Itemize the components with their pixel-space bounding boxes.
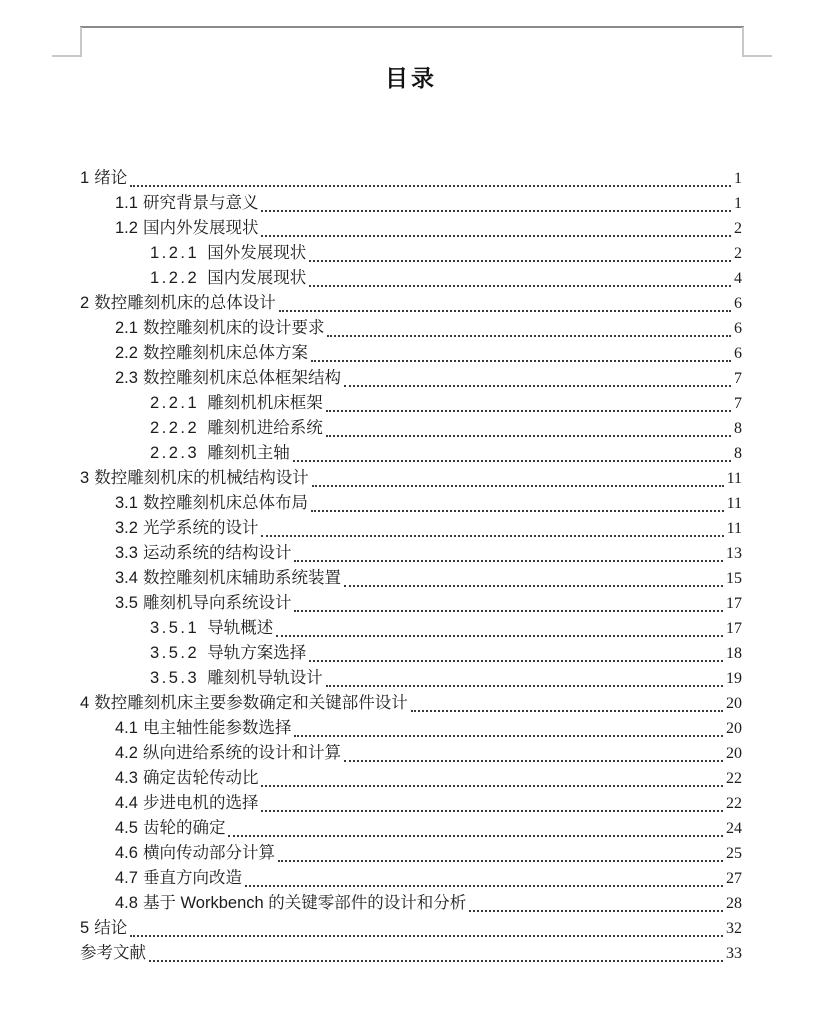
toc-entry-number: 4.5 bbox=[115, 819, 138, 837]
dotted-leader bbox=[344, 366, 731, 387]
toc-entry-page-number: 22 bbox=[726, 770, 742, 787]
toc-entry-label: 国内发展现状 bbox=[207, 269, 307, 287]
toc-entry[interactable] bbox=[80, 816, 742, 841]
toc-entry-page-number: 33 bbox=[726, 945, 742, 962]
toc-entry-number: 4.1 bbox=[115, 719, 138, 737]
toc-entry[interactable] bbox=[80, 566, 742, 591]
toc-entry-label: 数控雕刻机床总体方案 bbox=[142, 344, 308, 362]
dotted-leader bbox=[294, 716, 723, 737]
toc-entry-page-number: 8 bbox=[734, 445, 742, 462]
toc-entry-label: 研究背景与意义 bbox=[142, 194, 259, 212]
dotted-leader bbox=[261, 516, 723, 537]
toc-entry-page-number: 17 bbox=[726, 620, 742, 637]
toc-entry-number: 4.7 bbox=[115, 869, 138, 887]
toc-entry-page-number: 20 bbox=[726, 720, 742, 737]
toc-entry-label: 国外发展现状 bbox=[207, 244, 307, 262]
dotted-leader bbox=[312, 466, 724, 487]
toc-entry-page-number: 32 bbox=[726, 920, 742, 937]
toc-entry-number: 3.5.3 bbox=[150, 669, 200, 687]
toc-entry[interactable] bbox=[80, 791, 742, 816]
toc-entry-label: 确定齿轮传动比 bbox=[142, 769, 259, 787]
toc-list bbox=[80, 166, 742, 966]
dotted-leader bbox=[294, 591, 723, 612]
toc-entry[interactable] bbox=[80, 916, 742, 941]
toc-entry[interactable] bbox=[80, 616, 742, 641]
toc-entry-label: 齿轮的确定 bbox=[142, 819, 226, 837]
toc-entry[interactable] bbox=[80, 866, 742, 891]
toc-entry[interactable] bbox=[80, 841, 742, 866]
toc-entry-label: 基于 Workbench 的关键零部件的设计和分析 bbox=[142, 894, 467, 912]
toc-entry-label: 雕刻机主轴 bbox=[207, 444, 290, 462]
page-top-border bbox=[80, 26, 744, 28]
toc-entry-page-number: 6 bbox=[734, 345, 742, 362]
toc-entry-page-number: 11 bbox=[726, 520, 742, 537]
toc-entry-number: 3.1 bbox=[115, 494, 138, 512]
toc-entry[interactable] bbox=[80, 666, 742, 691]
toc-entry-number: 3.3 bbox=[115, 544, 138, 562]
toc-entry-label: 步进电机的选择 bbox=[142, 794, 259, 812]
dotted-leader bbox=[326, 391, 731, 412]
toc-entry[interactable] bbox=[80, 266, 742, 291]
toc-entry-label: 雕刻机导向系统设计 bbox=[142, 594, 292, 612]
toc-entry-page-number: 2 bbox=[734, 220, 742, 237]
toc-entry-number: 2.2.3 bbox=[150, 444, 200, 462]
dotted-leader bbox=[344, 566, 723, 587]
dotted-leader bbox=[278, 841, 723, 862]
crop-mark-left-horizontal bbox=[52, 55, 80, 57]
toc-title: 目录 bbox=[385, 65, 437, 91]
toc-entry-label: 雕刻机机床框架 bbox=[207, 394, 323, 412]
toc-entry[interactable] bbox=[80, 291, 742, 316]
toc-entry-page-number: 17 bbox=[726, 595, 742, 612]
toc-entry-page-number: 22 bbox=[726, 795, 742, 812]
toc-entry-number: 1.2.2 bbox=[150, 269, 200, 287]
toc-entry-number: 2.2.1 bbox=[150, 394, 200, 412]
toc-entry[interactable] bbox=[80, 466, 742, 491]
toc-entry-label: 参考文献 bbox=[80, 944, 146, 962]
toc-entry-page-number: 18 bbox=[726, 645, 742, 662]
dotted-leader bbox=[261, 766, 723, 787]
toc-entry[interactable] bbox=[80, 716, 742, 741]
toc-entry-label: 雕刻机进给系统 bbox=[207, 419, 323, 437]
toc-entry[interactable] bbox=[80, 341, 742, 366]
toc-entry-number: 3.5 bbox=[115, 594, 138, 612]
toc-entry-number: 3.5.2 bbox=[150, 644, 200, 662]
toc-entry-page-number: 4 bbox=[734, 270, 742, 287]
dotted-leader bbox=[326, 666, 723, 687]
toc-entry[interactable] bbox=[80, 516, 742, 541]
toc-entry-number: 1.2 bbox=[115, 219, 138, 237]
toc-entry-page-number: 8 bbox=[734, 420, 742, 437]
dotted-leader bbox=[311, 491, 724, 512]
dotted-leader bbox=[276, 616, 723, 637]
toc-entry-label: 导轨概述 bbox=[207, 619, 274, 637]
toc-entry-label: 数控雕刻机床的设计要求 bbox=[142, 319, 325, 337]
toc-entry-number: 3.5.1 bbox=[150, 619, 200, 637]
toc-entry[interactable] bbox=[80, 891, 742, 916]
dotted-leader bbox=[294, 541, 723, 562]
toc-entry-label: 数控雕刻机床的机械结构设计 bbox=[94, 469, 309, 487]
dotted-leader bbox=[261, 216, 731, 237]
dotted-leader bbox=[469, 891, 723, 912]
toc-entry[interactable] bbox=[80, 366, 742, 391]
toc-entry-label: 电主轴性能参数选择 bbox=[142, 719, 292, 737]
dotted-leader bbox=[149, 941, 723, 962]
dotted-leader bbox=[279, 291, 731, 312]
toc-entry-label: 横向传动部分计算 bbox=[142, 844, 275, 862]
toc-entry-number: 4.6 bbox=[115, 844, 138, 862]
toc-entry[interactable] bbox=[80, 541, 742, 566]
toc-entry-number: 1.2.1 bbox=[150, 244, 200, 262]
toc-entry[interactable] bbox=[80, 941, 742, 966]
toc-entry[interactable] bbox=[80, 766, 742, 791]
toc-entry[interactable] bbox=[80, 691, 742, 716]
toc-entry-number: 4.2 bbox=[115, 744, 138, 762]
toc-entry-label: 纵向进给系统的设计和计算 bbox=[142, 744, 341, 762]
toc-entry-label: 导轨方案选择 bbox=[207, 644, 307, 662]
toc-entry-number: 3.2 bbox=[115, 519, 138, 537]
toc-entry-label: 数控雕刻机床总体框架结构 bbox=[142, 369, 341, 387]
toc-entry[interactable] bbox=[80, 641, 742, 666]
toc-entry-number: 4.8 bbox=[115, 894, 138, 912]
toc-entry-number: 1.1 bbox=[115, 194, 138, 212]
toc-entry-page-number: 28 bbox=[726, 895, 742, 912]
toc-entry-number: 5 bbox=[80, 919, 90, 937]
toc-entry-label: 绪论 bbox=[94, 169, 128, 187]
toc-entry-number: 2.3 bbox=[115, 369, 138, 387]
crop-mark-right-vertical bbox=[742, 27, 744, 57]
toc-entry-page-number: 11 bbox=[726, 470, 742, 487]
toc-entry[interactable] bbox=[80, 241, 742, 266]
toc-entry-page-number: 7 bbox=[734, 395, 742, 412]
dotted-leader bbox=[309, 241, 731, 262]
toc-entry-label: 运动系统的结构设计 bbox=[142, 544, 292, 562]
toc-entry-page-number: 13 bbox=[726, 545, 742, 562]
dotted-leader bbox=[411, 691, 723, 712]
toc-entry-page-number: 24 bbox=[726, 820, 742, 837]
toc-entry[interactable] bbox=[80, 416, 742, 441]
dotted-leader bbox=[293, 441, 731, 462]
dotted-leader bbox=[130, 916, 723, 937]
toc-entry-page-number: 1 bbox=[734, 195, 742, 212]
toc-entry-label: 雕刻机导轨设计 bbox=[207, 669, 323, 687]
toc-entry-page-number: 27 bbox=[726, 870, 742, 887]
toc-entry-number: 3 bbox=[80, 469, 90, 487]
toc-entry-number: 1 bbox=[80, 169, 90, 187]
toc-entry-page-number: 6 bbox=[734, 295, 742, 312]
toc-entry-number: 4.3 bbox=[115, 769, 138, 787]
toc-entry[interactable] bbox=[80, 441, 742, 466]
toc-entry[interactable] bbox=[80, 391, 742, 416]
toc-entry-number: 4.4 bbox=[115, 794, 138, 812]
dotted-leader bbox=[245, 866, 723, 887]
dotted-leader bbox=[309, 266, 731, 287]
toc-entry-number: 3.4 bbox=[115, 569, 138, 587]
dotted-leader bbox=[326, 416, 731, 437]
toc-entry[interactable] bbox=[80, 316, 742, 341]
toc-entry-number: 4 bbox=[80, 694, 90, 712]
toc-entry[interactable] bbox=[80, 591, 742, 616]
toc-entry-label: 数控雕刻机床的总体设计 bbox=[94, 294, 276, 312]
toc-entry[interactable] bbox=[80, 166, 742, 191]
crop-mark-left-vertical bbox=[80, 27, 82, 57]
toc-entry[interactable] bbox=[80, 191, 742, 216]
toc-entry-page-number: 20 bbox=[726, 745, 742, 762]
toc-entry-page-number: 7 bbox=[734, 370, 742, 387]
dotted-leader bbox=[130, 166, 731, 187]
toc-entry-number: 2.2 bbox=[115, 344, 138, 362]
toc-entry-number: 2 bbox=[80, 294, 90, 312]
dotted-leader bbox=[228, 816, 723, 837]
toc-entry-page-number: 25 bbox=[726, 845, 742, 862]
toc-entry-label: 国内外发展现状 bbox=[142, 219, 259, 237]
toc-entry-label: 数控雕刻机床总体布局 bbox=[142, 494, 308, 512]
toc-entry-page-number: 11 bbox=[726, 495, 742, 512]
dotted-leader bbox=[311, 341, 731, 362]
toc-entry[interactable] bbox=[80, 491, 742, 516]
dotted-leader bbox=[327, 316, 731, 337]
toc-entry-page-number: 2 bbox=[734, 245, 742, 262]
toc-entry-number: 2.2.2 bbox=[150, 419, 200, 437]
toc-entry[interactable] bbox=[80, 741, 742, 766]
toc-entry-page-number: 6 bbox=[734, 320, 742, 337]
toc-entry-label: 垂直方向改造 bbox=[142, 869, 242, 887]
toc-entry-label: 结论 bbox=[94, 919, 128, 937]
toc-entry-page-number: 1 bbox=[734, 170, 742, 187]
toc-entry[interactable] bbox=[80, 216, 742, 241]
dotted-leader bbox=[309, 641, 723, 662]
dotted-leader bbox=[344, 741, 723, 762]
toc-entry-page-number: 15 bbox=[726, 570, 742, 587]
dotted-leader bbox=[261, 791, 723, 812]
toc-entry-number: 2.1 bbox=[115, 319, 138, 337]
crop-mark-right-horizontal bbox=[744, 55, 772, 57]
toc-entry-label: 光学系统的设计 bbox=[142, 519, 259, 537]
toc-entry-label: 数控雕刻机床辅助系统装置 bbox=[142, 569, 341, 587]
toc-entry-label: 数控雕刻机床主要参数确定和关键部件设计 bbox=[94, 694, 408, 712]
toc-entry-page-number: 20 bbox=[726, 695, 742, 712]
toc-entry-page-number: 19 bbox=[726, 670, 742, 687]
dotted-leader bbox=[261, 191, 731, 212]
